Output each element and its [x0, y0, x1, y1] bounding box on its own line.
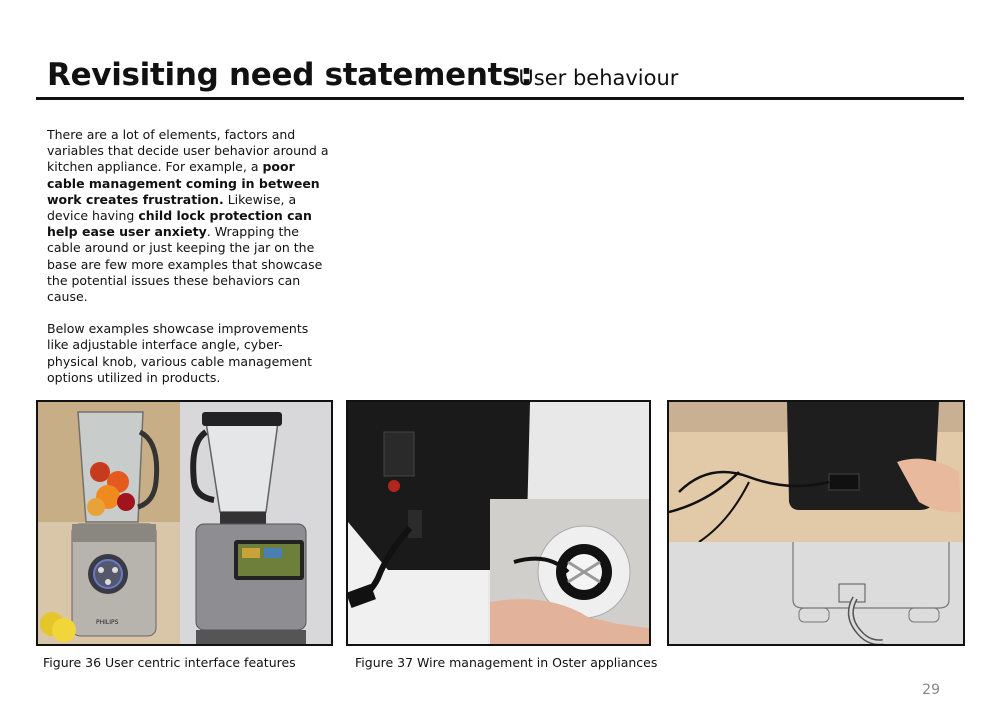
page-title [47, 57, 678, 93]
figure-cable-sketch-image [667, 400, 965, 646]
title-divider [36, 97, 964, 100]
paragraph-1: There are a lot of elements, factors and variables that decide user behavior around a kitchen appliance. For example, a poor cable management coming in between work creates frustration. Likewise, a device having child lock protection can help ease user anxiety. Wrapping the cable around or just keeping the jar on the base are few more examples that showcase the potential issues these behaviors can cause. [47, 127, 329, 305]
page-number: 29 [922, 682, 940, 698]
body-text [47, 127, 332, 402]
paragraph-2: Below examples showcase improvements like adjustable interface angle, cyber-physical knob, various cable management options utilized in products. [47, 321, 312, 385]
figure-36-caption: Figure 36 User centric interface features [43, 655, 296, 670]
title-main: Revisiting need statements: [47, 57, 533, 93]
figure-37-caption: Figure 37 Wire management in Oster appliances [355, 655, 658, 670]
figure-oster-wire-image [346, 400, 651, 646]
title-sub: User behaviour [518, 66, 679, 90]
figure-blenders-image [36, 400, 333, 646]
brand-label: PHILIPS [96, 619, 119, 626]
